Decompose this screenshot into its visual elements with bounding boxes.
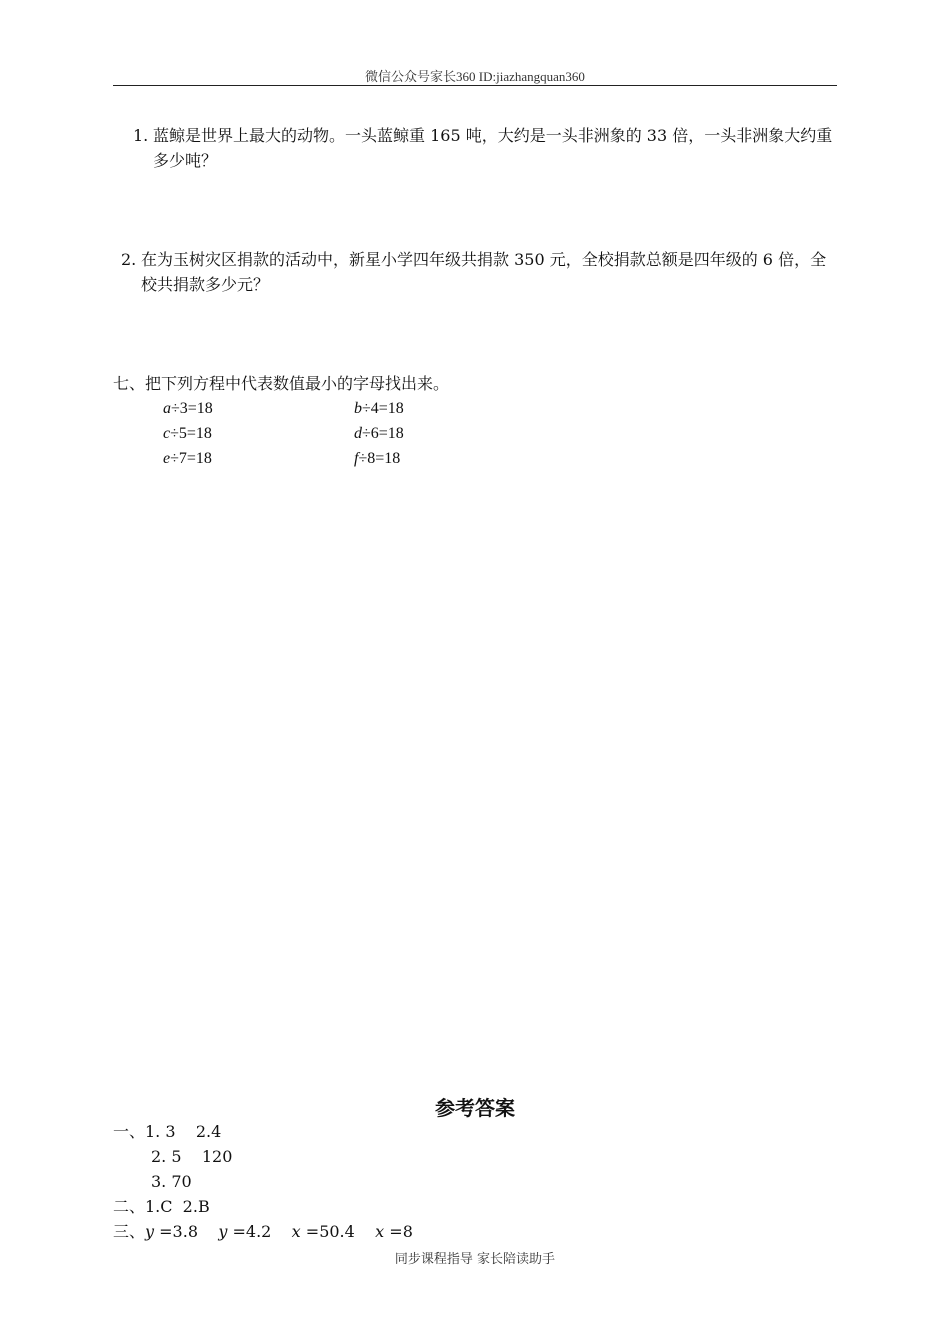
equation-variable: c [163,425,171,442]
problem-number: 2. [121,250,137,269]
answer-value: =8 [384,1222,413,1241]
answer-variable: y [218,1222,228,1241]
equation-e [163,446,212,471]
equation-expression: ÷3=18 [171,400,213,417]
problem-number: 1. [133,126,149,145]
answer-value: =50.4 [300,1222,355,1241]
equation-variable: f [354,450,359,467]
equation-expression: ÷4=18 [362,400,404,417]
word-problem-1 [133,123,837,173]
equation-expression: ÷8=18 [358,450,401,467]
answer-key-title: 参考答案 [435,1096,515,1120]
answer-variable: x [375,1222,385,1241]
page-footer: 同步课程指导 家长陪读助手 [394,1252,556,1267]
answer-line-3: 3. 70 [151,1172,192,1191]
equation-f [354,446,400,471]
answer-value: =4.2 [227,1222,272,1241]
equation-a [163,396,213,421]
equation-variable: d [354,425,362,442]
equation-variable: b [354,400,362,417]
page-header: 微信公众号家长360 ID:jiazhangquan360 [365,69,585,84]
equation-d [354,421,404,446]
equation-expression: ÷7=18 [170,450,212,467]
equation-variable: e [163,450,171,467]
problem-text: 在为玉树灾区捐款的活动中，新星小学四年级共捐款 350 元，全校捐款总额是四年级的 6 倍，全校共捐款多少元？ [141,250,827,294]
answer-line-2: 2. 5 120 [151,1147,233,1166]
equation-b [354,396,404,421]
answer-prefix: 三、 [113,1222,146,1241]
header-divider [113,85,837,86]
equation-expression: ÷5=18 [170,425,212,442]
answer-variable: y [145,1222,155,1241]
answer-line-4: 二、1.C 2.B [113,1197,210,1216]
section-7-title: 七、把下列方程中代表数值最小的字母找出来。 [113,374,450,393]
equation-c [163,421,212,446]
answer-line-1: 一、1. 3 2.4 [113,1122,222,1141]
equation-expression: ÷6=18 [362,425,404,442]
word-problem-2 [121,247,837,297]
answer-line-5 [113,1219,413,1244]
problem-text: 蓝鲸是世界上最大的动物。一头蓝鲸重 165 吨，大约是一头非洲象的 33 倍，一头非洲象大约重多少吨？ [153,126,833,170]
answer-variable: x [291,1222,301,1241]
answer-value: =3.8 [154,1222,198,1241]
equation-variable: a [163,400,171,417]
